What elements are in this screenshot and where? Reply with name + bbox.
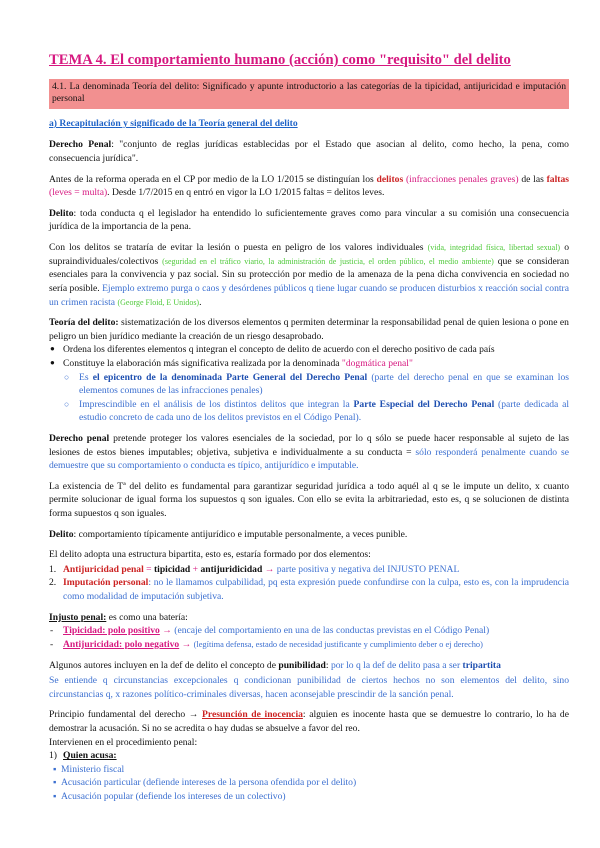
paragraph-presuncion: Principio fundamental del derecho → Presunción de inocencia: alguien es inocente hasta que se demuestre lo contrario, lo ha de demostrar la acusación. Si no se acredita o hay dudas se absuelve a favor del reo. — [49, 709, 569, 734]
intervinientes-list — [49, 749, 569, 763]
paragraph-circunstancias: Se entiende q circunstancias excepcionales q condicionan punibilidad de ciertos hechos no son elementos del delito, sino circunstancias q, x razones político-criminales diversas, hacen aconsejable prescindir de la sanción penal. — [49, 675, 569, 700]
paragraph-punibilidad: Algunos autores incluyen en la def de delito el concepto de punibilidad: por lo q la def de delito pasa a ser tripartita — [49, 659, 501, 671]
paragraph-valores: Con los delitos se trataría de evitar la lesión o puesta en peligro de los valores individuales (vida, integridad física, libertad sexual) o supraindividuales/colectivos (seguridad en el tráfico viario, la administración de justicia, el orden público, el medio ambiente) que se consideran esenciales para la convivencia y paz social. Sin su protección por medio de la amenaza de la pena dicha convivencia en sociedad no sería posible. Ejemplo extremo purga o caos y desórdenes públicos q tiene lugar cuando se producen disturbios x reacción social contra un crimen racista (George Floid, E Unidos). — [49, 242, 569, 308]
paragraph-injusto: Injusto penal: es como una batería: — [49, 611, 188, 623]
paragraph-teoria-delito: Teoría del delito: sistematización de los diversos elementos q permiten determinar la responsabilidad penal de quien lesiona o pone en peligro un bien jurídico mediante la creación de un riesgo desaprobado. — [49, 317, 569, 342]
subheading: a) Recapitulación y significado de la Teoría general del delito — [49, 117, 298, 129]
document-content — [49, 52, 569, 811]
list-item: ○ Es el epicentro de la denominada Parte General del Derecho Penal (parte del derecho penal en que se examinan los elementos comunes de las infracciones penales) — [49, 371, 569, 398]
paragraph-estructura: El delito adopta una estructura bipartita, esto es, estaría formado por dos elementos: — [49, 549, 371, 561]
list-item: ● Ordena los diferentes elementos q integran el concepto de delito de acuerdo con el derecho positivo de cada país — [49, 343, 569, 357]
paragraph-derecho-penal-proteger: Derecho penal pretende proteger los valores esenciales de la sociedad, por lo q sólo se puede hacer responsable al sujeto de las lesiones de estos bienes imputables; objetiva, subjetiva e individualmente a su conducta = sólo responderá penalmente cuando se demuestre que su comportamiento o conducta es típico, antijurídico e imputable. — [49, 433, 570, 472]
section-heading-box: 4.1. La denominada Teoría del delito: Significado y apunte introductorio a las categorías de la tipicidad, antijuricidad e imputación personal — [49, 79, 569, 109]
list-item: ▪ Ministerio fiscal — [49, 763, 569, 777]
list-item: 1. Antijuricidad penal = tipicidad + antijuridicidad → parte positiva y negativa del INJUSTO PENAL — [49, 563, 569, 577]
paragraph-derecho-penal: Derecho Penal: "conjunto de reglas jurídicas establecidas por el Estado que asocian al delito, como hecho, la pena, como consecuencia jurídica". — [49, 139, 569, 165]
list-item: ○ Imprescindible en el análisis de los distintos delitos que integran la Parte Especial del Derecho Penal (parte dedicada al estudio concreto de cada uno de los delitos previstos en el Código Penal). — [49, 398, 569, 425]
paragraph-intervienen: Intervienen en el procedimiento penal: — [49, 736, 198, 748]
list-item: - Antijuricidad: polo negativo → (legítima defensa, estado de necesidad justificante y cumplimiento deber o ej derecho) — [49, 638, 569, 652]
paragraph-delito-comportamiento: Delito: comportamiento típicamente antijurídico e imputable personalmente, a veces punible. — [49, 528, 408, 540]
paragraph-reforma: Antes de la reforma operada en el CP por medio de la LO 1/2015 se distinguían los delitos (infracciones penales graves) de las faltas (leves = multa). Desde 1/7/2015 en q entró en vigor la LO 1/2015 faltas = delitos leves. — [49, 173, 569, 199]
list-item: ▪ Acusación particular (defiende intereses de la persona ofendida por el delito) — [49, 776, 569, 790]
page-title: TEMA 4. El comportamiento humano (acción) como "requisito" del delito — [49, 52, 511, 68]
list-item: 1) Quien acusa: — [49, 749, 569, 763]
estructura-list — [49, 563, 569, 604]
list-item: 2. Imputación personal: no le llamamos culpabilidad, pq esta expresión puede confundirse con la culpa, esto es, con la imprudencia como modalidad de imputación subjetiva. — [49, 576, 569, 603]
list-item: ● Constituye la elaboración más significativa realizada por la denominada "dogmática penal" — [49, 357, 569, 371]
acusa-list — [49, 763, 569, 804]
list-item: - Tipicidad: polo positivo → (encaje del comportamiento en una de las conductas previstas en el Código Penal) — [49, 624, 569, 638]
injusto-list — [49, 624, 569, 651]
list-item: ▪ Acusación popular (defiende los intereses de un colectivo) — [49, 790, 569, 804]
paragraph-delito-def: Delito: toda conducta q el legislador ha entendido lo suficientemente graves como para vincular a su comisión una consecuencia jurídica de la importancia de la pena. — [49, 207, 569, 233]
paragraph-seguridad-juridica: La existencia de Tª del delito es fundamental para garantizar seguridad jurídica a todo aquél al q se le impute un delito, x cuanto permite solucionar de igual forma los supuestos q son iguales. Con ello se evita la arbitrariedad, esto es, q se solucionen de distinta forma supuestos q son iguales. — [49, 480, 569, 520]
teoria-bullet-list — [49, 343, 569, 425]
